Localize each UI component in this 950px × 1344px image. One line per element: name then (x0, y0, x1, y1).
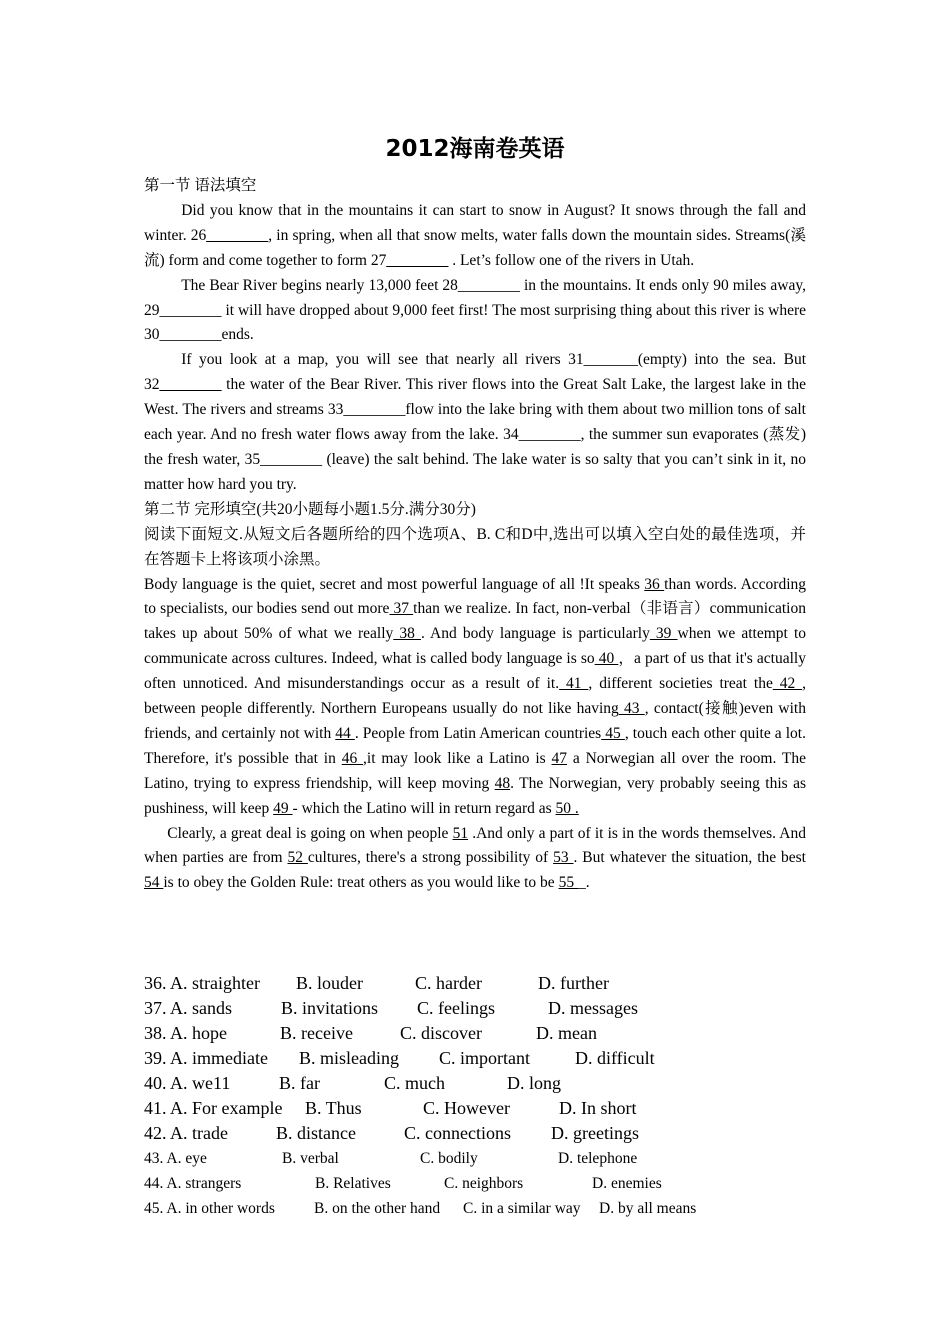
page-title: 2012海南卷英语 (385, 136, 565, 162)
blank-40: 40 (594, 650, 619, 668)
section2-instructions: 阅读下面短文.从短文后各题所给的四个选项A、B. C和D中,选出可以填入空白处的最佳选项，并在答题卡上将该项小涂黑。 (144, 525, 806, 568)
blank-43: 43 (618, 700, 645, 718)
option-row-42: 42. A. trade B. distance C. connections D. greetings (144, 1123, 639, 1143)
blank-44: 44 (335, 724, 355, 742)
options-list (144, 971, 806, 1221)
blank-37: 37 (389, 600, 414, 618)
blank-53: 53 (553, 849, 574, 867)
option-row-39: 39. A. immediate B. misleading C. important D. difficult (144, 1048, 655, 1068)
blank-41: 41 (559, 675, 589, 693)
section1-paragraph-1: Did you know that in the mountains it can start to snow in August? It snows through the fall and winter. 26________, in spring, when all that snow melts, water falls down the mountain sides. Streams(溪流) form and come together to form 27________ . Let’s follow one of the rivers in Utah. (144, 201, 806, 269)
option-row-45: 45. A. in other words B. on the other hand C. in a similar way D. by all means (144, 1200, 697, 1217)
option-row-40: 40. A. we11 B. far C. much D. long (144, 1073, 561, 1093)
blank-47: 47 (551, 749, 568, 767)
blank-55: 55 (558, 874, 578, 892)
blank-36: 36 (644, 575, 665, 593)
option-row-36: 36. A. straighter B. louder C. harder D. further (144, 973, 609, 993)
blank-51: 51 (452, 824, 469, 842)
blank-48: 48 (494, 774, 511, 792)
cloze-paragraph-2: Clearly, a great deal is going on when people 51 .And only a part of it is in the words themselves. And when parties are from 52 cultures, there's a strong possibility of 53 . But whatever the situation, the best 54 is to obey the Golden Rule: treat others as you would like to be 55 _. (144, 824, 806, 892)
option-row-43: 43. A. eye B. verbal C. bodily D. telephone (144, 1150, 638, 1167)
blank-46: 46 (341, 749, 364, 767)
option-row-37: 37. A. sands B. invitations C. feelings D. messages (144, 998, 638, 1018)
blank-52: 52 (287, 849, 308, 867)
blank-50: 50 . (555, 799, 579, 817)
section2-heading: 第二节 完形填空(共20小题每小题1.5分.满分30分) (144, 500, 476, 518)
blank-45: 45 (601, 724, 625, 742)
option-row-38: 38. A. hope B. receive C. discover D. mean (144, 1023, 597, 1043)
document-body (144, 174, 806, 896)
section1-heading: 第一节 语法填空 (144, 177, 257, 194)
blank-39: 39 (649, 625, 678, 643)
blank-49: 49 (273, 799, 293, 817)
option-row-44: 44. A. strangers B. Relatives C. neighbors D. enemies (144, 1175, 662, 1192)
blank-42: 42 (772, 675, 803, 693)
section1-paragraph-3: If you look at a map, you will see that nearly all rivers 31_______(empty) into the sea. But 32________ the water of the Bear River. This river flows into the Great Salt Lake, the largest lake in the West. The rivers and streams 33________flow into the lake bring with them about two million tons of salt each year. And no fresh water flows away from the lake. 34________, the summer sun evaporates (蒸发) the fresh water, 35________ (leave) the salt behind. The lake water is so salty that you can’t sink in it, no matter how hard you try. (144, 351, 806, 493)
cloze-paragraph-1: Body language is the quiet, secret and most powerful language of all !It speaks 36 than words. According to specialists, our bodies send out more 37 than we realize. In fact, non-verbal（非语言）communication takes up about 50% of what we really 38 . And body language is particularly 39 when we attempt to communicate across cultures. Indeed, what is called body language is so 40 ，a part of us that it's actually often unnoticed. And misunderstandings occur as a result of it. 41 , different societies treat the 42 , between people differently. Northern Europeans usually do not like having 43 , contact(接触)even with friends, and certainly not with 44 . People from Latin American countries 45 , touch each other quite a lot. Therefore, it's possible that in 46 ,it may look like a Latino is 47 a Norwegian all over the room. The Latino, trying to express friendship, will keep moving 48. The Norwegian, very probably seeing this as pushiness, will keep 49 - which the Latino will in return regard as 50 . (144, 575, 807, 817)
blank-38: 38 (393, 625, 421, 643)
option-row-41: 41. A. For example B. Thus C. However D. In short (144, 1098, 637, 1118)
blank-54: 54 (144, 874, 164, 892)
section1-paragraph-2: The Bear River begins nearly 13,000 feet 28________ in the mountains. It ends only 90 miles away, 29________ it will have dropped about 9,000 feet first! The most surprising thing about this river is where 30________ends. (144, 276, 806, 344)
